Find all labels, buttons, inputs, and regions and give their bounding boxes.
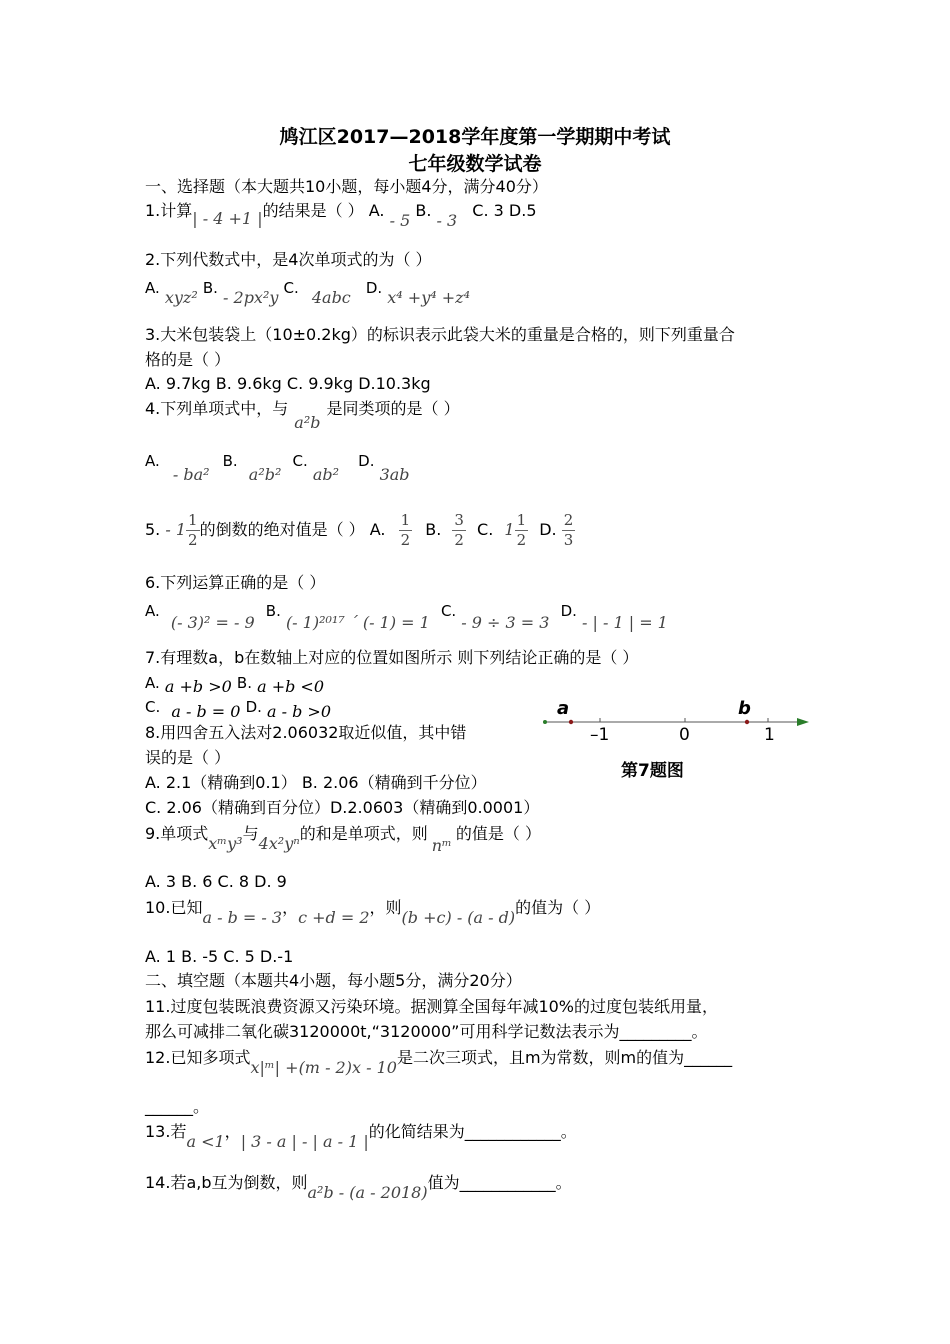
q5-option-a: $\frac{1}{2}$: [400, 511, 411, 549]
q10-expr-2: c +d = 2: [298, 908, 370, 927]
q5-num: 5.: [145, 520, 161, 539]
q14-stem: 14.若a,b互为倒数，则: [145, 1173, 308, 1192]
q10-comma: ，: [282, 898, 299, 917]
q1-options-cd: C. 3 D.5: [472, 201, 537, 220]
q2-option-b-label: B.: [202, 279, 218, 297]
q7-option-b: a +b <0: [257, 677, 325, 696]
question-5: [145, 508, 575, 552]
q5-option-d: $\frac{2}{3}$: [563, 511, 574, 549]
number-line-arrow: [797, 718, 809, 726]
question-7: 7.有理数a，b在数轴上对应的位置如图所示 则下列结论正确的是（ ）: [145, 648, 639, 667]
q7-options-ab: [145, 672, 324, 694]
q2-option-b: - 2px²y: [223, 288, 279, 307]
q9-expr-1: xᵐy³: [208, 834, 243, 853]
question-9: [145, 823, 541, 855]
question-4: [145, 398, 460, 432]
tick-label-1: 1: [764, 725, 775, 745]
point-a: [569, 720, 573, 724]
q6-option-d-label: D.: [560, 602, 577, 620]
q5-fraction: $\frac{1}{2}$: [188, 511, 198, 549]
label-b: b: [738, 698, 751, 719]
q7-option-a: a +b >0: [164, 677, 232, 696]
tick-label-0: 0: [679, 725, 690, 745]
q5-option-c-whole: 1: [504, 520, 515, 539]
q8-options-ab: A. 2.1（精确到0.1） B. 2.06（精确到千分位）: [145, 773, 487, 792]
q4-option-c: ab²: [312, 465, 340, 484]
q12-stem: 12.已知多项式: [145, 1048, 251, 1067]
q10-options: A. 1 B. -5 C. 5 D.-1: [145, 947, 294, 966]
q2-options: [145, 277, 470, 307]
question-8: 8.用四舍五入法对2.06032取近似值，其中错: [145, 723, 467, 742]
q1-option-b: - 3: [436, 211, 458, 230]
q4-tail: 是同类项的是（ ）: [326, 399, 460, 418]
q3-options: A. 9.7kg B. 9.6kg C. 9.9kg D.10.3kg: [145, 374, 431, 393]
question-12: [145, 1047, 733, 1077]
q9-expr-3: nᵐ: [431, 836, 452, 855]
q6-option-a-label: A.: [145, 602, 160, 620]
q4-option-b-label: B.: [222, 452, 238, 470]
q1-expr: | - 4 +1 |: [192, 209, 263, 228]
q12-expr: x|ᵐ| +(m - 2)x - 10: [250, 1058, 397, 1077]
question-3-cont: 格的是（ ）: [145, 350, 231, 369]
q2-option-a: xyz²: [164, 288, 198, 307]
q5-option-b-label: B.: [425, 520, 442, 539]
q1-option-a-label: A.: [368, 201, 385, 220]
q6-option-b-label: B.: [265, 602, 281, 620]
q10-expr-1: a - b = - 3: [202, 908, 283, 927]
q9-tail-1: 的和是单项式，则: [299, 824, 428, 843]
question-12-cont: ______。: [145, 1097, 210, 1116]
q1-tail: 的结果是（ ）: [262, 201, 364, 220]
q6-option-b: (- 1)²⁰¹⁷ ´ (- 1) = 1: [285, 613, 430, 632]
exam-title: 鸠江区2017—2018学年度第一学期期中考试: [279, 126, 671, 148]
number-line-start-dot: [543, 720, 547, 724]
q10-stem: 10.已知: [145, 898, 203, 917]
q7-option-a-label: A.: [145, 674, 160, 692]
q4-option-a: - ba²: [172, 465, 210, 484]
q4-options: [145, 450, 410, 484]
question-13: [145, 1121, 577, 1151]
question-10: [145, 897, 601, 927]
figure-caption: 第7题图: [621, 761, 684, 781]
q4-option-c-label: C.: [292, 452, 308, 470]
q13-stem: 13.若: [145, 1122, 187, 1141]
q8-options-cd: C. 2.06（精确到百分位）D.2.0603（精确到0.0001）: [145, 798, 540, 817]
q5-tail: 的倒数的绝对值是（ ）: [199, 520, 365, 539]
q4-stem: 4.下列单项式中，与: [145, 399, 289, 418]
question-8-cont: 误的是（ ）: [145, 748, 231, 767]
tick-label-neg1: –1: [590, 725, 610, 745]
question-11-cont: 那么可减排二氧化碳3120000t,“3120000”可用科学记数法表示为_________。: [145, 1022, 708, 1041]
q2-option-d: x⁴ +y⁴ +z⁴: [387, 288, 470, 307]
q4-option-b: a²b²: [248, 465, 282, 484]
q5-option-b: $\frac{3}{2}$: [454, 511, 464, 549]
q14-expr: a²b - (a - 2018): [307, 1183, 428, 1202]
q4-option-d-label: D.: [358, 452, 375, 470]
question-3: 3.大米包装袋上（10±0.2kg）的标识表示此袋大米的重量是合格的，则下列重量合: [145, 325, 735, 344]
q9-options: A. 3 B. 6 C. 8 D. 9: [145, 872, 287, 891]
q7-option-b-label: B.: [236, 674, 252, 692]
q1-stem: 1.计算: [145, 201, 193, 220]
q7-option-d: a - b >0: [266, 702, 332, 721]
q13-expr-2: | 3 - a | - | a - 1 |: [240, 1132, 369, 1151]
q4-option-d: 3ab: [379, 465, 410, 484]
q1-option-a: - 5: [389, 211, 411, 230]
q7-options-cd: [145, 696, 332, 721]
q5-option-c-label: C.: [477, 520, 494, 539]
q2-option-d-label: D.: [365, 279, 383, 297]
section-heading-2: 二、填空题（本题共4小题，每小题5分，满分20分）: [145, 971, 522, 990]
question-2: 2.下列代数式中，是4次单项式的为（ ）: [145, 250, 432, 269]
q4-option-a-label: A.: [145, 452, 160, 470]
q7-option-d-label: D.: [245, 698, 262, 716]
q6-option-c-label: C.: [440, 602, 457, 620]
exam-subtitle: 七年级数学试卷: [408, 153, 542, 175]
q6-option-d: - | - 1 | = 1: [581, 613, 668, 632]
q5-option-c: $\frac{1}{2}$: [516, 511, 527, 549]
q2-option-c-label: C.: [283, 279, 299, 297]
q10-tail: 的值为（ ）: [515, 898, 601, 917]
q10-mid: ，则: [369, 898, 402, 917]
q2-option-a-label: A.: [145, 279, 160, 297]
q9-tail-2: 的值是（ ）: [455, 824, 541, 843]
q13-expr-1: a <1: [186, 1132, 225, 1151]
q7-option-c: a - b = 0: [171, 702, 241, 721]
q9-stem: 9.单项式: [145, 824, 209, 843]
q6-options: [145, 600, 668, 632]
point-b: [745, 720, 749, 724]
question-11: 11.过度包装既浪费资源又污染环境。据测算全国每年减10%的过度包装纸用量，: [145, 997, 719, 1016]
q5-option-a-label: A.: [369, 520, 386, 539]
q12-tail: 是二次三项式，且m为常数，则m的值为______: [396, 1048, 733, 1067]
q4-expr: a²b: [294, 413, 321, 432]
label-a: a: [557, 698, 570, 719]
q9-expr-2: 4x²yⁿ: [258, 834, 300, 853]
q1-option-b-label: B.: [415, 201, 432, 220]
q6-option-c: - 9 ÷ 3 = 3: [461, 613, 550, 632]
q2-option-c: 4abc: [311, 288, 351, 307]
q9-mid: 与: [242, 824, 259, 843]
question-1: [145, 200, 537, 230]
q5-option-d-label: D.: [539, 520, 557, 539]
q6-option-a: (- 3)² = - 9: [170, 613, 255, 632]
q7-option-c-label: C.: [145, 698, 161, 716]
q13-tail: 的化简结果为____________。: [368, 1122, 577, 1141]
question-14: [145, 1172, 572, 1202]
section-heading: 一、选择题（本大题共10小题，每小题4分，满分40分）: [145, 177, 548, 196]
number-line-figure: [535, 690, 825, 785]
question-6: 6.下列运算正确的是（ ）: [145, 573, 326, 592]
q13-comma: ，: [224, 1122, 241, 1141]
q5-whole: - 1: [165, 520, 187, 539]
q14-tail: 值为____________。: [427, 1173, 572, 1192]
q10-expr-3: (b +c) - (a - d): [401, 908, 516, 927]
